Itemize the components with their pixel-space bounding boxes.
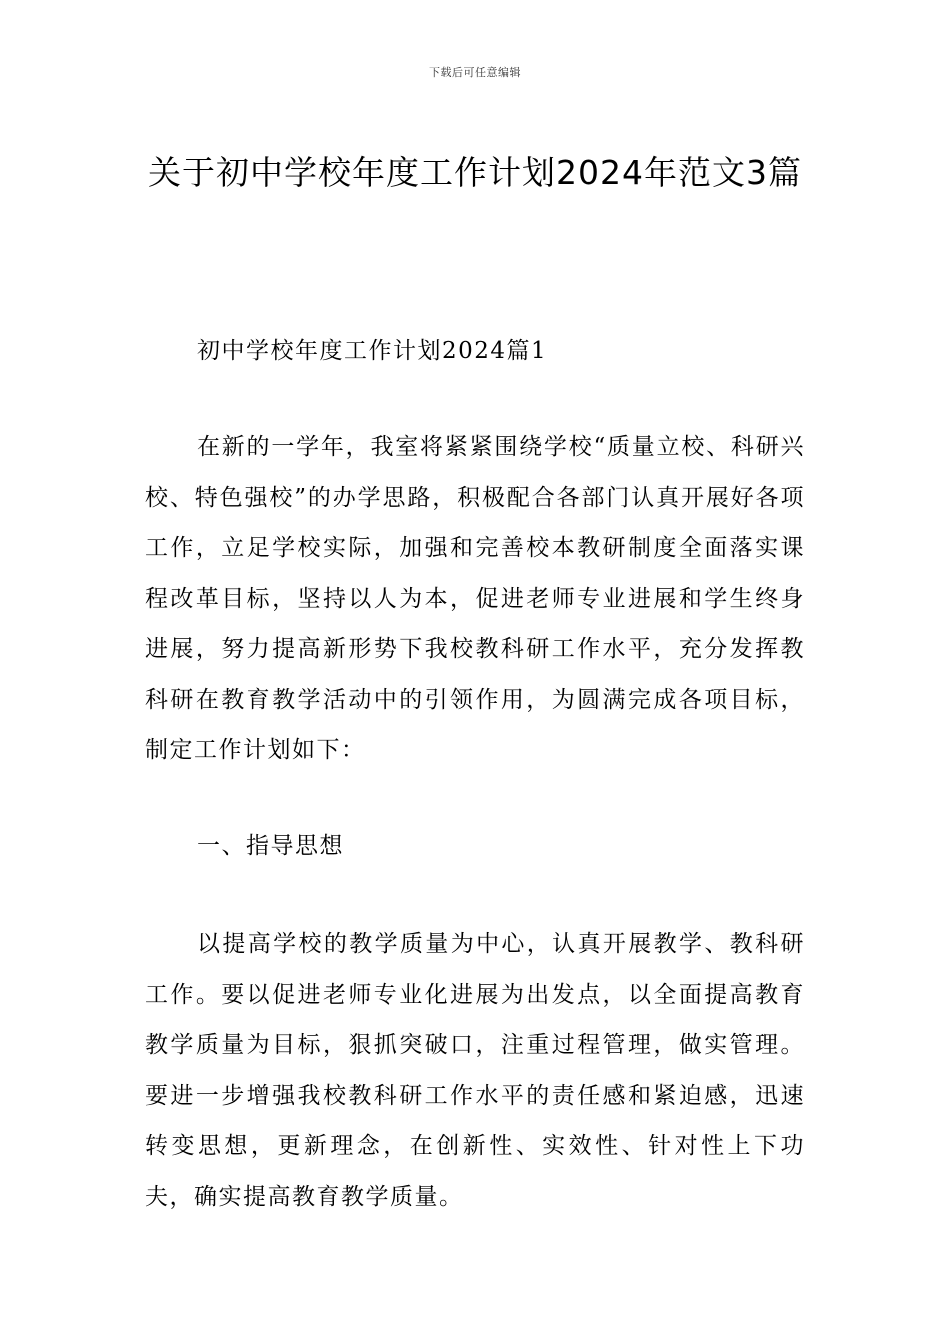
page-title: 关于初中学校年度工作计划2024年范文3篇 (148, 153, 802, 193)
guiding-ideology-paragraph: 以提高学校的教学质量为中心，认真开展教学、教科研工作。要以促进老师专业化进展为出发点，以全面提高教育教学质量为目标，狠抓突破口，注重过程管理，做实管理。要进一步增强我校教科研工作水平的责任感和紧迫感，迅速转变思想，更新理念，在创新性、实效性、针对性上下功夫，确实提高教育教学质量。 (145, 931, 805, 1210)
section-heading-guiding-ideology: 一、指导思想 (197, 833, 344, 859)
article-heading: 初中学校年度工作计划2024篇1 (197, 338, 548, 364)
intro-paragraph: 在新的一学年，我室将紧紧围绕学校“质量立校、科研兴校、特色强校”的办学思路，积极配合各部门认真开展好各项工作，立足学校实际，加强和完善校本教研制度全面落实课程改革目标，坚持以人为本，促进老师专业进展和学生终身进展，努力提高新形势下我校教科研工作水平，充分发挥教科研在教育教学活动中的引领作用，为圆满完成各项目标，制定工作计划如下： (145, 434, 805, 763)
header-note: 下载后可任意编辑 (429, 66, 521, 79)
